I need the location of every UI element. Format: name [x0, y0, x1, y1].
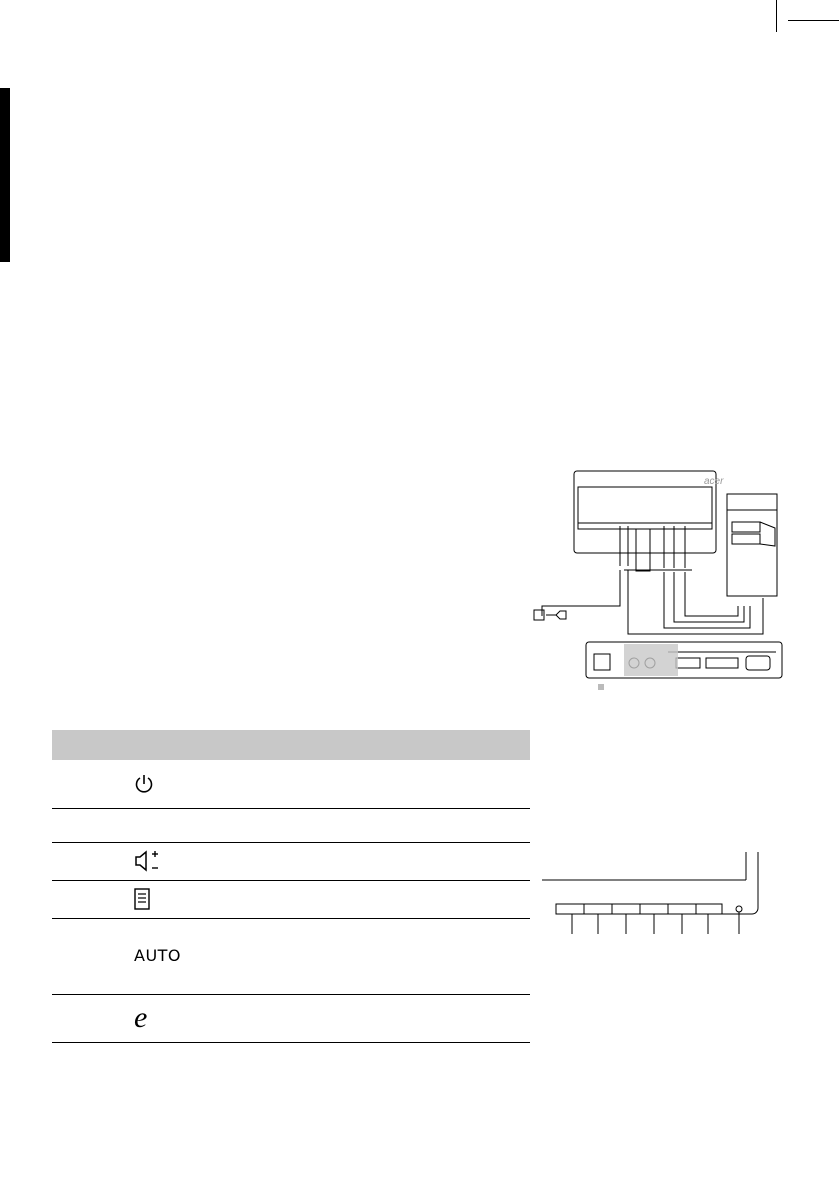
front-buttons-diagram — [536, 846, 776, 942]
menu-icon — [134, 888, 150, 910]
table-row — [52, 880, 530, 918]
volume-plus-minus-icon — [134, 850, 160, 872]
empowering-e-icon: e — [134, 1001, 148, 1034]
row-description — [214, 880, 530, 918]
crop-mark-horizontal — [788, 20, 839, 21]
crop-mark-vertical — [776, 0, 777, 32]
row-description — [214, 808, 530, 842]
table-header — [52, 730, 530, 760]
row-description — [214, 842, 530, 880]
controls-table — [52, 730, 530, 1043]
table-row — [52, 842, 530, 880]
auto-icon: AUTO — [134, 946, 182, 965]
monitor-back — [574, 471, 716, 553]
rear-connector-panel — [586, 642, 782, 678]
monitor-stand — [636, 529, 650, 571]
table-row — [52, 808, 530, 842]
table-row — [52, 918, 530, 994]
row-description — [214, 994, 530, 1042]
table-row — [52, 994, 530, 1042]
row-description — [214, 918, 530, 994]
language-side-tab — [0, 88, 10, 262]
highlight-region — [624, 644, 678, 676]
table-row — [52, 760, 530, 808]
monitor-logo: acer — [704, 476, 724, 487]
row-description — [214, 760, 530, 808]
connection-diagram — [528, 466, 784, 702]
power-icon — [134, 773, 154, 795]
